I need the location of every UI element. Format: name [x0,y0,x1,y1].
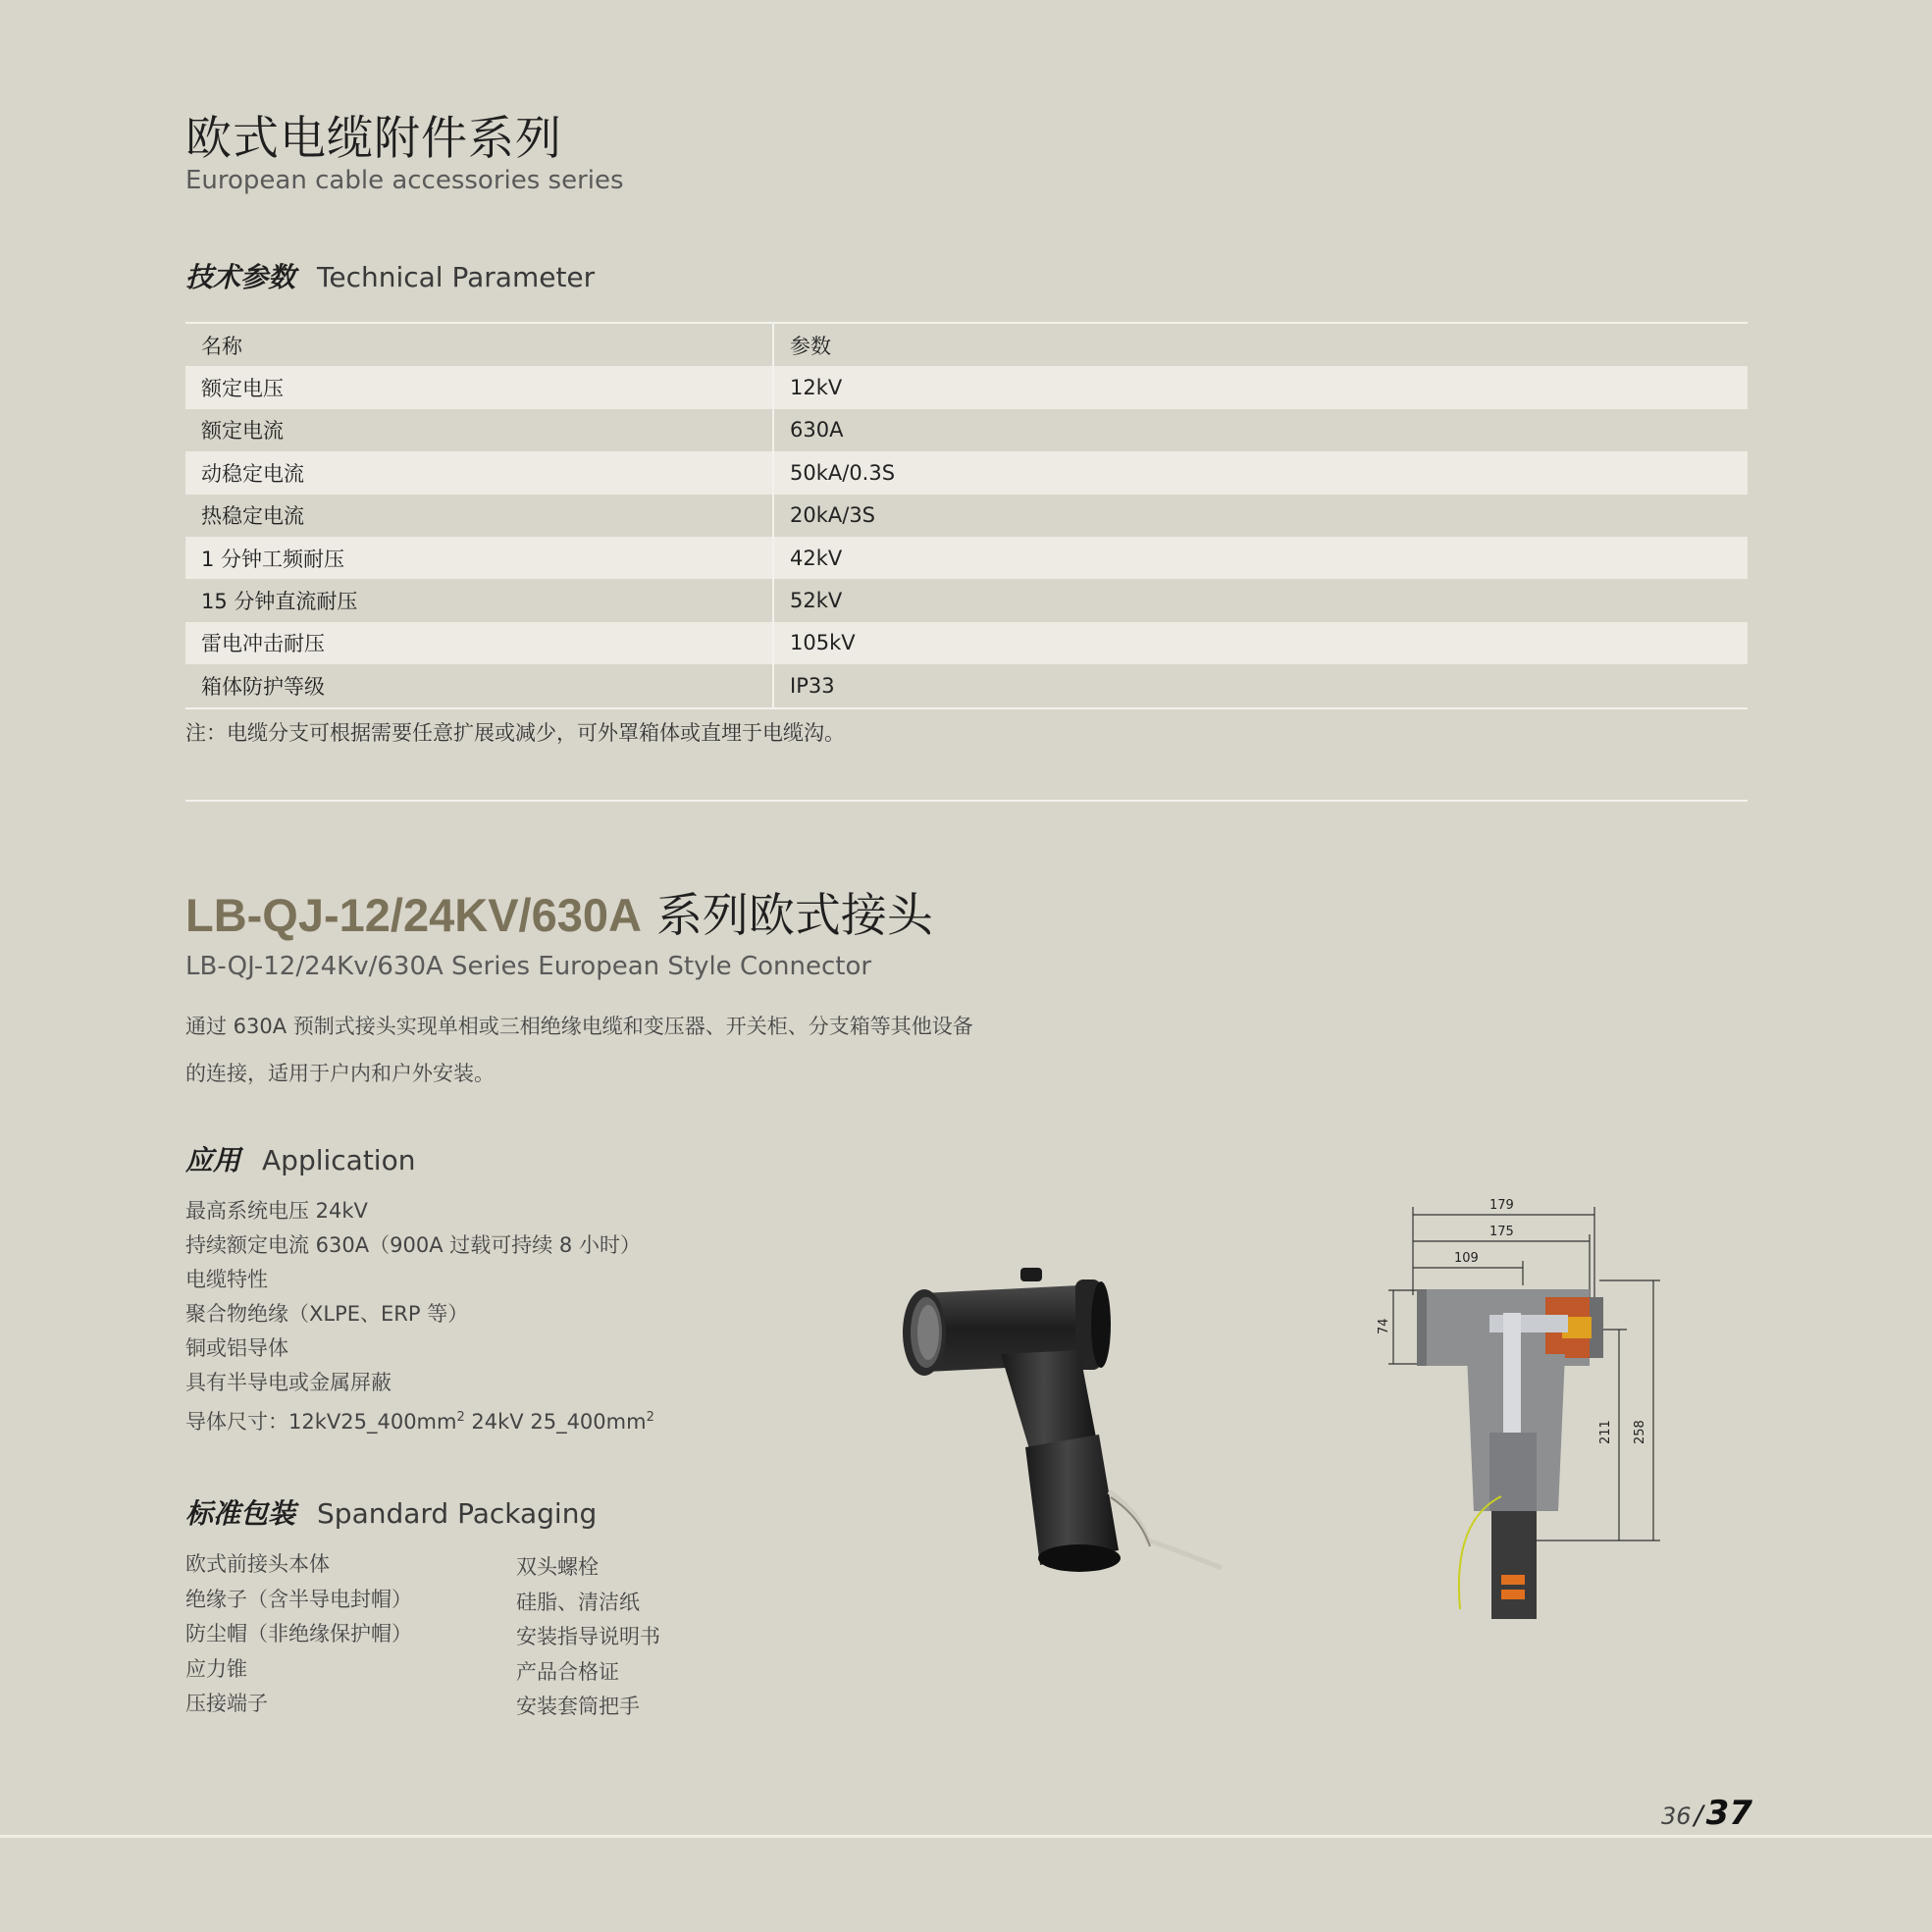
list-item: 最高系统电压 24kV [185,1199,368,1223]
row-name: 雷电冲击耐压 [185,622,774,664]
list-item: 持续额定电流 630A（900A 过载可持续 8 小时） [185,1233,641,1257]
description-line: 的连接，适用于户内和户外安装。 [185,1062,495,1085]
row-name: 1 分钟工频耐压 [185,537,774,579]
list-item: 安装指导说明书 [516,1625,660,1648]
table-row [185,451,1748,494]
dim-label: 74 [1377,1318,1391,1334]
column-header-param: 参数 [790,334,831,358]
page-title: 欧式电缆附件系列 [185,112,562,166]
connector-section-drawing [1374,1187,1688,1697]
packaging-list-right [516,1550,660,1725]
description-line: 通过 630A 预制式接头实现单相或三相绝缘电缆和变压器、开关柜、分支箱等其他设备 [185,1015,973,1038]
superscript: 2 [646,1410,654,1425]
row-value: 20kA/3S [790,503,876,528]
table-row [185,622,1748,664]
product-description [185,1003,1069,1097]
list-item: 压接端子 [185,1692,268,1715]
list-item: 产品合格证 [516,1659,619,1684]
list-item: 具有半导电或金属屏蔽 [185,1371,392,1394]
list-item: 防尘帽（非绝缘保护帽） [185,1622,412,1645]
dim-label: 109 [1454,1251,1479,1266]
page-total: 37 [1705,1794,1752,1833]
list-item: 双头螺栓 [516,1555,599,1579]
column-header-name: 名称 [185,324,774,366]
table-row [185,579,1748,621]
row-value: 50kA/0.3S [790,460,896,485]
product-title-cn: 系列欧式接头 [655,889,933,943]
row-name: 箱体防护等级 [185,664,774,706]
tech-heading [185,260,595,295]
row-value: 42kV [790,546,843,570]
dim-label: 175 [1489,1225,1514,1239]
list-item: 欧式前接头本体 [185,1552,330,1576]
list-item: 安装套筒把手 [516,1695,640,1718]
application-heading-en: Application [262,1144,416,1176]
row-value: IP33 [790,673,835,698]
row-value: 105kV [790,631,856,655]
table-row [185,495,1748,537]
dim-label: 179 [1489,1198,1514,1213]
product-title [185,886,933,946]
tech-heading-cn: 技术参数 [185,261,296,293]
packaging-list-left [185,1547,412,1722]
table-header-row [185,324,1748,366]
superscript: 2 [456,1410,465,1425]
list-item [185,1400,654,1439]
page-separator: / [1694,1801,1703,1831]
row-name: 热稳定电流 [185,495,774,537]
size-text: 24kV 25_400mm [464,1410,647,1434]
page-subtitle: European cable accessories series [185,166,624,195]
row-name: 15 分钟直流耐压 [185,579,774,621]
packaging-heading-en: Spandard Packaging [317,1497,598,1530]
tech-table [185,322,1748,709]
tech-heading-en: Technical Parameter [317,261,596,293]
table-row [185,664,1748,706]
table-row [185,366,1748,408]
page-current: 36 [1661,1802,1692,1830]
row-value: 52kV [790,589,843,613]
table-note: 注：电缆分支可根据需要任意扩展或减少，可外罩箱体或直埋于电缆沟。 [185,721,845,745]
table-row [185,409,1748,451]
row-name: 额定电流 [185,409,774,451]
page-number [1661,1794,1752,1833]
application-heading-cn: 应用 [185,1144,241,1176]
dim-label: 258 [1633,1420,1647,1444]
row-value: 12kV [790,376,843,400]
packaging-heading-cn: 标准包装 [185,1497,296,1530]
section-divider [185,800,1748,802]
row-name: 动稳定电流 [185,451,774,494]
row-name: 额定电压 [185,366,774,408]
footer-divider [0,1835,1932,1838]
packaging-heading [185,1496,597,1532]
dim-label: 211 [1598,1420,1613,1444]
product-model: LB-QJ-12/24KV/630A [185,889,642,941]
table-row [185,537,1748,579]
connector-photo [883,1256,1236,1590]
list-item: 聚合物绝缘（XLPE、ERP 等） [185,1302,469,1326]
list-item: 铜或铝导体 [185,1336,288,1360]
list-item: 应力锥 [185,1656,247,1681]
row-value: 630A [790,418,844,443]
application-heading [185,1143,415,1178]
list-item: 硅脂、清洁纸 [516,1590,640,1614]
size-text: 导体尺寸：12kV25_400mm [185,1410,457,1434]
product-subtitle: LB-QJ-12/24Kv/630A Series European Style Connector [185,952,872,981]
list-item: 绝缘子（含半导电封帽） [185,1587,412,1611]
application-list [185,1194,654,1439]
list-item: 电缆特性 [185,1268,268,1291]
